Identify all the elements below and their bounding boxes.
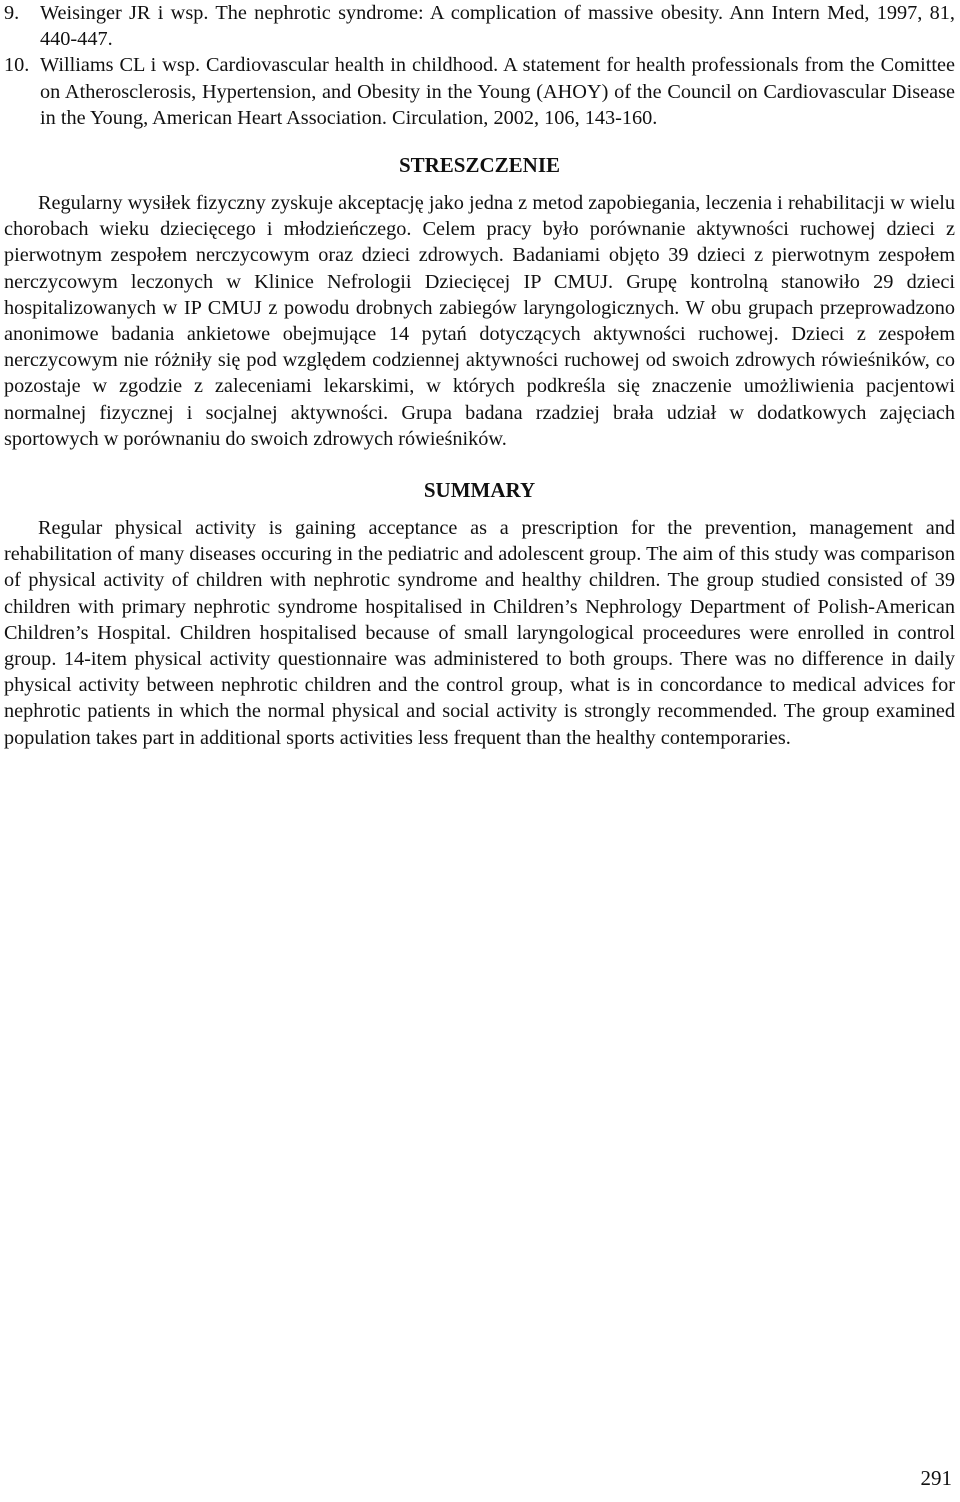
page-number: 291 [920, 1466, 952, 1490]
reference-list [4, 0, 955, 131]
reference-number: 9. [4, 2, 20, 24]
streszczenie-heading: STRESZCZENIE [398, 153, 561, 178]
summary-paragraph: Regular physical activity is gaining acceptance as a prescription for the prevention, management and rehabilitation of many diseases occuring in the pediatric and adolescent group. The aim of this study was comparison of physical activity of children with nephrotic syndrome and healthy children. The group studied consisted of 39 children with primary nephrotic syndrome hospitalised in Children’s Nephrology Department of Polish-American Children’s Hospital. Children hospitalised because of small laryngological proceedures were enrolled in control group. 14-item physical activity questionnaire was administered to both groups. There was no difference in daily physical activity between nephrotic children and the control group, what is in concordance to medical advices for nephrotic patients in which the normal physical and social activity is strongly recommended. The group examined population takes part in additional sports activities less frequent than the healthy contemporaries. [4, 517, 955, 749]
summary-heading: SUMMARY [423, 478, 536, 503]
reference-text: Williams CL i wsp. Cardiovascular health in childhood. A statement for health professionals from the Comittee on Atherosclerosis, Hypertension, and Obesity in the Young (AHOY) of the Council on Cardiovascular Disease in the Young, American Heart Association. Circulation, 2002, 106, 143-160. [40, 54, 955, 129]
reference-number: 10. [4, 54, 30, 77]
streszczenie-paragraph: Regularny wysiłek fizyczny zyskuje akceptację jako jedna z metod zapobiegania, leczenia i rehabilitacji w wielu chorobach wieku dziecięcego i młodzieńczego. Celem pracy było porównanie aktywności ruchowej dzieci z pierwotnym zespołem nerczycowym oraz dzieci zdrowych. Badaniami objęto 39 dzieci z pierwotnym zespołem nerczycowym leczonych w Klinice Nefrologii Dziecięcej IP CMUJ. Grupę kontrolną stanowiło 29 dzieci hospitalizowanych w IP CMUJ z powodu drobnych zabiegów laryngologicznych. W obu grupach przeprowadzono anonimowe badania ankietowe obejmujące 14 pytań dotyczących aktywności ruchowej. Dzieci z zespołem nerczycowym nie różniły się pod względem codziennej aktywności ruchowej od swoich zdrowych rówieśników, co pozostaje w zgodzie z zaleceniami lekarskimi, w których podkreśla się znaczenie umożliwienia pacjentowi normalnej fizycznej i socjalnej aktywności. Grupa badana rzadziej brała udział w dodatkowych zajęciach sportowych w porównaniu do swoich zdrowych rówieśników. [4, 192, 955, 450]
document-page [4, 0, 955, 751]
reference-item [4, 0, 955, 52]
reference-text: Weisinger JR i wsp. The nephrotic syndrome: A complication of massive obesity. Ann Intern Med, 1997, 81, 440-447. [40, 2, 955, 51]
reference-item [4, 52, 955, 131]
